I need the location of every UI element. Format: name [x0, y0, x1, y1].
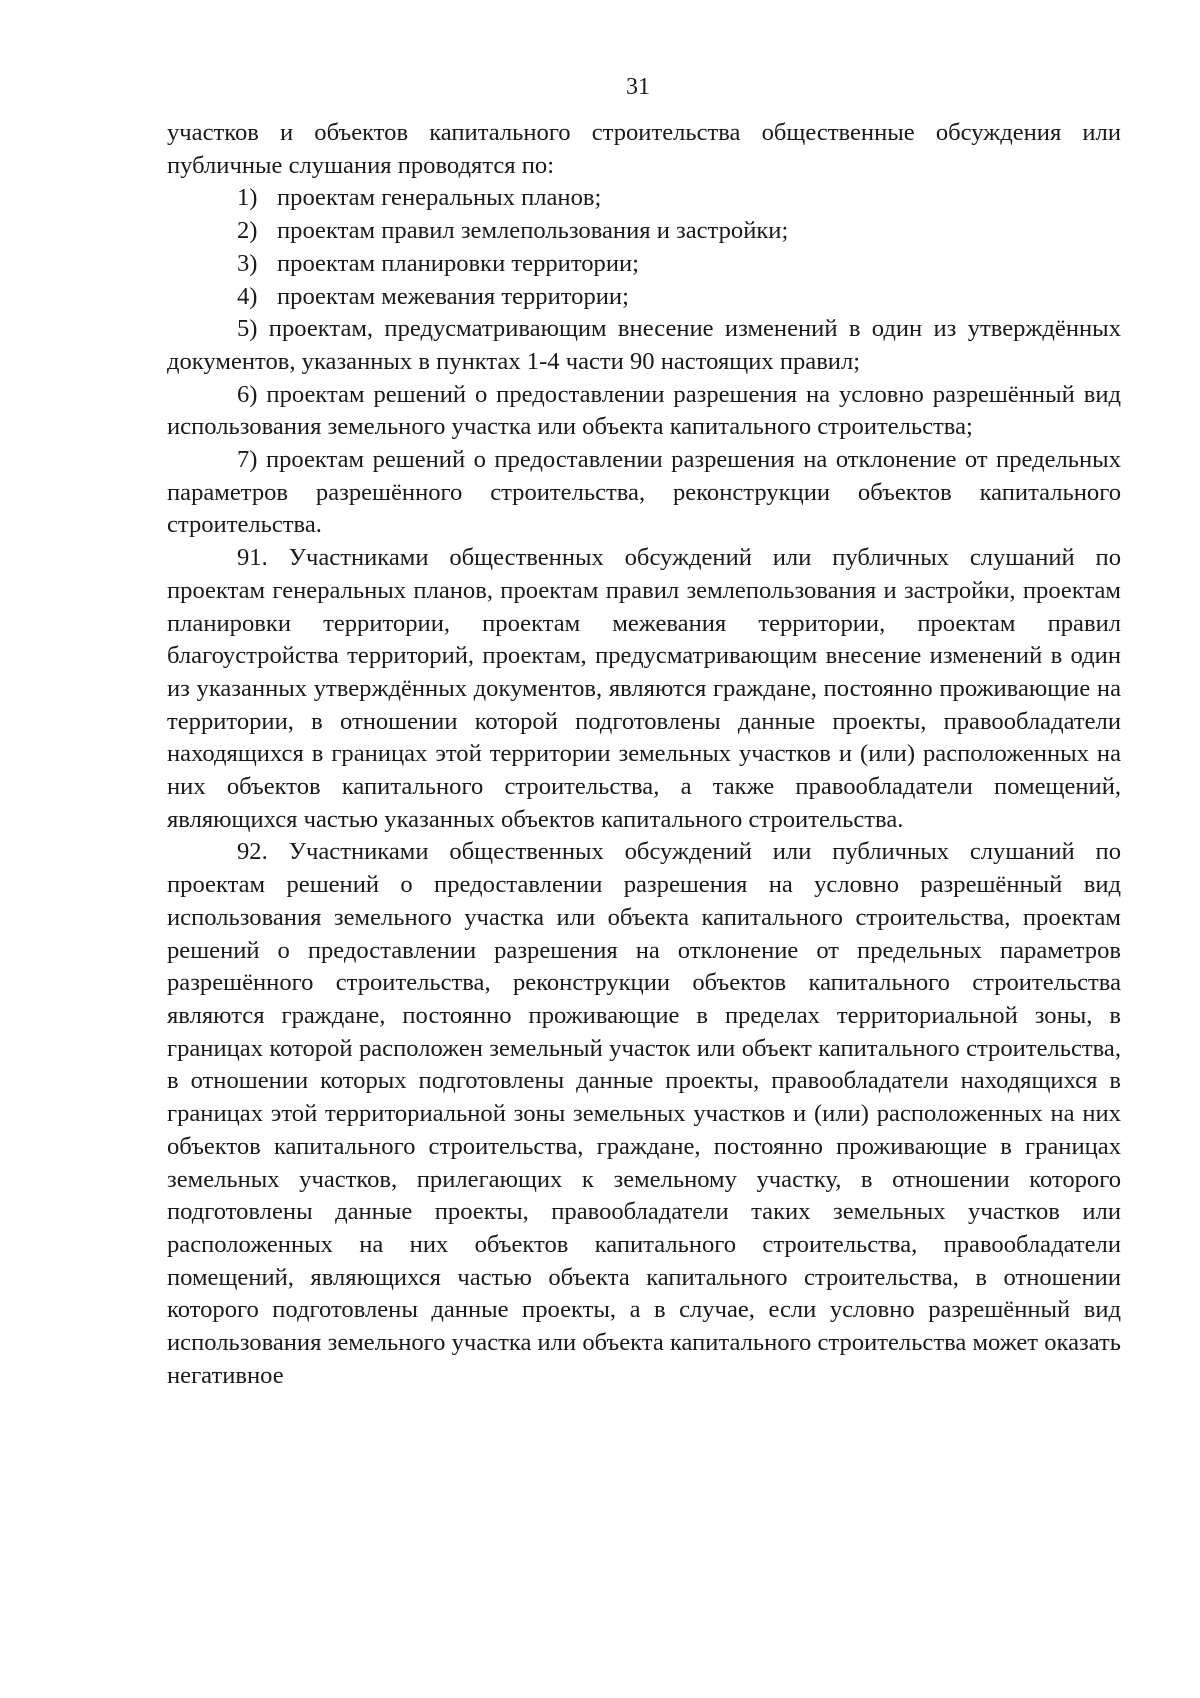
list-item-text: проектам правил землепользования и застройки; [277, 217, 789, 245]
list-item-number: 4) [237, 282, 258, 310]
paragraph-item-5: 5) проектам, предусматривающим внесение изменений в один из утверждённых документов, указанных в пунктах 1-4 части 90 настоящих правил; [167, 315, 1121, 375]
list-item [167, 215, 1121, 248]
list-item [167, 248, 1121, 281]
list-item-text: проектам планировки территории; [277, 249, 640, 277]
list-item-number: 2) [237, 217, 258, 245]
paragraph-intro: участков и объектов капитального строительства общественные обсуждения или публичные слушания проводятся по: [167, 119, 1121, 179]
list-item-number: 3) [237, 249, 258, 277]
list-item-text: проектам межевания территории; [277, 282, 629, 310]
page-number: 31 [626, 74, 650, 100]
paragraph-92: 92. Участниками общественных обсуждений или публичных слушаний по проектам решений о предоставлении разрешения на условно разрешённый вид использования земельного участка или объекта капитального строительства, проектам решений о предоставлении разрешения на отклонение от предельных параметров разрешённого строительства, реконструкции объектов капитального строительства являются граждане, постоянно проживающие в пределах территориальной зоны, в границах которой расположен земельный участок или объект капитального строительства, в отношении которых подготовлены данные проекты, правообладатели находящихся в границах этой территориальной зоны земельных участков и (или) расположенных на них объектов капитального строительства, граждане, постоянно проживающие в границах земельных участков, прилегающих к земельному участку, в отношении которого подготовлены данные проекты, правообладатели таких земельных участков или расположенных на них объектов капитального строительства, правообладатели помещений, являющихся частью объекта капитального строительства, в отношении которого подготовлены данные проекты, а в случае, если условно разрешённый вид использования земельного участка или объекта капитального строительства может оказать негативное [167, 838, 1121, 1389]
paragraph-item-6: 6) проектам решений о предоставлении разрешения на условно разрешённый вид использования земельного участка или объекта капитального строительства; [167, 380, 1121, 441]
paragraph-item-7: 7) проектам решений о предоставлении разрешения на отклонение от предельных параметров разрешённого строительства, реконструкции объектов капитального строительства. [167, 446, 1121, 539]
list-item [167, 281, 1121, 314]
list-item [167, 182, 1121, 215]
paragraph-91: 91. Участниками общественных обсуждений или публичных слушаний по проектам генеральных планов, проектам правил землепользования и застройки, проектам планировки территории, проектам межевания территории, проектам правил благоустройства территорий, проектам, предусматривающим внесение изменений в один из указанных утверждённых документов, являются граждане, постоянно проживающие на территории, в отношении которой подготовлены данные проекты, правообладатели находящихся в границах этой территории земельных участков и (или) расположенных на них объектов капитального строительства, а также правообладатели помещений, являющихся частью указанных объектов капитального строительства. [167, 544, 1121, 833]
list-item-text: проектам генеральных планов; [277, 184, 602, 212]
document-body [167, 117, 1121, 1392]
list-item-number: 1) [237, 184, 258, 212]
